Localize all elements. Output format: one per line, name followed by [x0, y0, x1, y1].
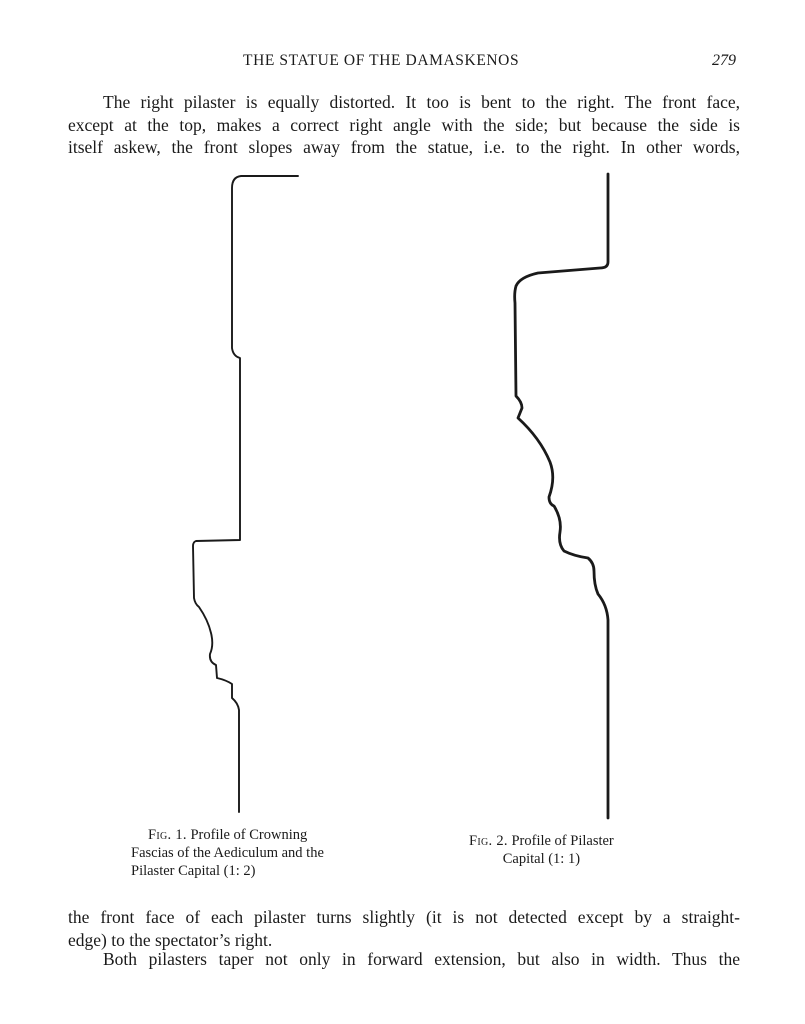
caption-text: Capital (1: 1) — [502, 851, 581, 867]
paragraph-taper — [68, 948, 740, 971]
caption-text: Fascias of the Aediculum and the — [131, 845, 324, 861]
caption-text: Pilaster Capital (1: 2) — [131, 863, 256, 879]
text-line: Both pilasters taper not only in forward extension, but also in width. Thus the — [103, 949, 740, 969]
figure-1-caption — [131, 826, 324, 880]
figure-2-caption — [469, 832, 614, 868]
figure-2-label: Fig. 2. — [469, 833, 508, 849]
page-number: 279 — [712, 52, 736, 69]
fig2-profile-line — [515, 174, 608, 818]
running-title: THE STATUE OF THE DAMASKENOS — [243, 52, 520, 69]
figure-1-label: Fig. 1. — [148, 827, 187, 843]
text-line: The right pilaster is equally distorted. It too is bent to the right. The front face, — [103, 92, 740, 112]
fig1-profile-line — [193, 176, 298, 812]
text-line: the front face of each pilaster turns slightly (it is not detected except by a straight- — [68, 907, 740, 927]
caption-text: Profile of Crowning — [190, 827, 308, 843]
text-line: except at the top, makes a correct right angle with the side; but because the side is — [68, 114, 740, 135]
paragraph-front-face — [68, 906, 740, 951]
caption-text: Profile of Pilaster — [511, 833, 614, 849]
text-line: edge) to the spectator’s right. — [68, 929, 273, 950]
text-line: itself askew, the front slopes away from the statue, i.e. to the right. In other words, — [68, 137, 740, 157]
